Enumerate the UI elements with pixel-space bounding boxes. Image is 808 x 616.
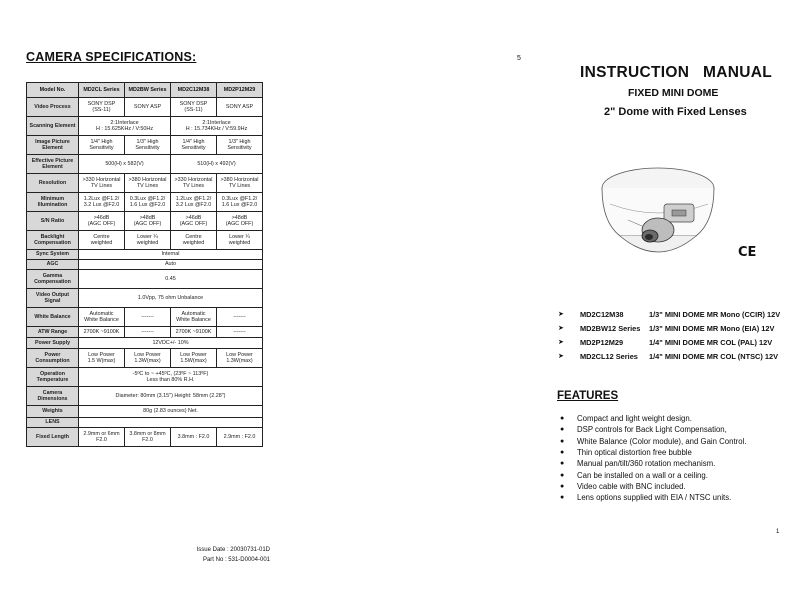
table-cell: ------- [125, 308, 171, 327]
model-description: 1/4" MINI DOME MR COL (NTSC) 12V [649, 351, 779, 361]
row-label: Resolution [27, 174, 79, 193]
features-list [560, 413, 800, 503]
table-cell: 2700K ~9100K [79, 327, 125, 338]
part-number: Part No : 531-D0004-001 [202, 556, 270, 563]
product-type: FIXED MINI DOME [628, 87, 719, 99]
list-item [560, 492, 800, 503]
list-item [558, 307, 798, 321]
bullet-icon: ● [560, 426, 565, 434]
table-row [27, 193, 263, 212]
table-cell: 500(H) x 582(V) [79, 155, 171, 174]
arrow-bullet-icon: ➤ [558, 339, 564, 346]
feature-text: Lens options supplied with EIA / NTSC units. [577, 493, 732, 503]
table-cell: 2700K ~9100K [171, 327, 217, 338]
table-cell: 510(H) x 492(V) [171, 155, 263, 174]
table-row [27, 289, 263, 308]
row-label: AGC [27, 260, 79, 270]
table-cell: Low Power 1.5W(max) [171, 349, 217, 368]
table-row [27, 338, 263, 349]
feature-text: Can be installed on a wall or a ceiling. [577, 470, 708, 480]
table-row [27, 231, 263, 250]
row-label: White Balance [27, 308, 79, 327]
table-header-model: MD2BW Series [125, 83, 171, 98]
arrow-bullet-icon: ➤ [558, 311, 564, 318]
arrow-bullet-icon: ➤ [558, 353, 564, 360]
table-row [27, 387, 263, 406]
table-cell: Lower ¼ weighted [125, 231, 171, 250]
table-cell: 80g (2.83 ounces) Net. [79, 406, 263, 418]
table-row [27, 250, 263, 260]
table-cell: 12VDC+/- 10% [79, 338, 263, 349]
list-item [560, 469, 800, 480]
table-cell: >46dB (AGC OFF) [79, 212, 125, 231]
table-cell: >380 Horizontal TV Lines [125, 174, 171, 193]
list-item [560, 424, 800, 435]
row-label: Image Picture Element [27, 136, 79, 155]
table-cell: 1/3" High Sensitivity [217, 136, 263, 155]
ce-mark: CE [738, 245, 757, 260]
row-label: S/N Ratio [27, 212, 79, 231]
model-description: 1/4" MINI DOME MR COL (PAL) 12V [649, 337, 773, 347]
table-cell: 1/4" High Sensitivity [171, 136, 217, 155]
table-cell: 0.3Lux @F1.2/ 1.6 Lux @F2.0 [217, 193, 263, 212]
row-label: LENS [27, 418, 79, 428]
table-cell: Centre weighted [171, 231, 217, 250]
table-row [27, 212, 263, 231]
table-cell: ------- [125, 327, 171, 338]
bullet-icon: ● [560, 460, 565, 468]
table-cell: 3.8mm : F2.0 [171, 428, 217, 447]
row-label: Scanning Element [27, 117, 79, 136]
table-row [27, 349, 263, 368]
table-cell: >330 Horizontal TV Lines [171, 174, 217, 193]
model-code: MD2C12M38 [580, 309, 624, 319]
table-cell: >48dB (AGC OFF) [125, 212, 171, 231]
model-description: 1/3" MINI DOME MR Mono (CCIR) 12V [649, 309, 781, 319]
table-cell: Low Power 1.3W(max) [125, 349, 171, 368]
feature-text: Video cable with BNC included. [577, 481, 686, 491]
table-cell: SONY DSP (SS-11) [171, 98, 217, 117]
table-header-model: MD2C12M38 [171, 83, 217, 98]
table-cell: Auto [79, 260, 263, 270]
table-cell: >380 Horizontal TV Lines [217, 174, 263, 193]
list-item [558, 321, 798, 335]
table-cell: Diameter: 80mm (3.15") Height: 58mm (2.28") [79, 387, 263, 406]
row-label: Fixed Length [27, 428, 79, 447]
table-cell: >46dB (AGC OFF) [171, 212, 217, 231]
feature-text: Compact and light weight design. [577, 414, 692, 424]
bullet-icon: ● [560, 482, 565, 490]
table-header-model: MD2P12M29 [217, 83, 263, 98]
list-item [560, 413, 800, 424]
row-label: Weights [27, 406, 79, 418]
row-label: Gamma Compensation [27, 270, 79, 289]
table-row [27, 406, 263, 418]
bullet-icon: ● [560, 415, 565, 423]
table-cell: Low Power 1.3W(max) [217, 349, 263, 368]
model-code: MD2BW12 Series [580, 323, 641, 333]
product-subtitle: 2" Dome with Fixed Lenses [604, 106, 747, 118]
table-cell: 1/3" High Sensitivity [125, 136, 171, 155]
row-label: Effective Picture Element [27, 155, 79, 174]
feature-text: DSP controls for Back Light Compensation, [577, 425, 727, 435]
table-header-model-no: Model No. [27, 83, 79, 98]
table-cell: Internal [79, 250, 263, 260]
issue-info [178, 546, 270, 565]
list-item [560, 458, 800, 469]
table-row [27, 327, 263, 338]
manual-title: INSTRUCTION MANUAL [580, 64, 772, 81]
table-cell: -5ºC to ~ +45ºC, (23ºF ~ 113ºF) Less than 80% R.H. [79, 368, 263, 387]
table-row [27, 418, 263, 428]
table-cell: >48dB (AGC OFF) [217, 212, 263, 231]
list-item [560, 447, 800, 458]
table-cell: 1/4" High Sensitivity [79, 136, 125, 155]
table-cell: 3.8mm or 8mm F2.0 [125, 428, 171, 447]
features-heading: FEATURES [557, 390, 619, 402]
page-number-top: 5 [517, 55, 521, 62]
table-cell: Lower ¼ weighted [217, 231, 263, 250]
list-item [560, 436, 800, 447]
row-label: Camera Dimensions [27, 387, 79, 406]
table-cell: 2.9mm : F2.0 [217, 428, 263, 447]
table-cell: SONY DSP (SS-11) [79, 98, 125, 117]
table-cell: 0.3Lux @F1.2/ 1.6 Lux @F2.0 [125, 193, 171, 212]
table-cell: 1.2Lux @F1.2/ 3.2 Lux @F2.0 [171, 193, 217, 212]
bullet-icon: ● [560, 471, 565, 479]
row-label: Video Process [27, 98, 79, 117]
specifications-table [26, 82, 263, 447]
table-cell: 2:1Interlace H : 15.625KHz / V:50Hz [79, 117, 171, 136]
table-cell: ------- [217, 327, 263, 338]
row-label: Backlight Compensation [27, 231, 79, 250]
table-row [27, 368, 263, 387]
row-label: Power Supply [27, 338, 79, 349]
model-code: MD2P12M29 [580, 337, 624, 347]
table-cell: Automatic White Balance [79, 308, 125, 327]
table-cell: >330 Horizontal TV Lines [79, 174, 125, 193]
table-cell: ------- [217, 308, 263, 327]
table-cell: Automatic White Balance [171, 308, 217, 327]
table-row [27, 270, 263, 289]
arrow-bullet-icon: ➤ [558, 325, 564, 332]
table-row [27, 117, 263, 136]
specifications-heading: CAMERA SPECIFICATIONS: [26, 50, 197, 64]
table-row [27, 308, 263, 327]
model-list [558, 307, 798, 363]
table-cell: Centre weighted [79, 231, 125, 250]
row-label: Power Consumption [27, 349, 79, 368]
row-label: ATW Range [27, 327, 79, 338]
table-cell: SONY ASP [125, 98, 171, 117]
bullet-icon: ● [560, 437, 565, 445]
table-cell [79, 418, 263, 428]
bullet-icon: ● [560, 449, 565, 457]
table-row [27, 260, 263, 270]
table-cell: 0.45 [79, 270, 263, 289]
list-item [558, 349, 798, 363]
issue-date: Issue Date : 20030731-01D [196, 547, 270, 553]
table-cell: 1.0Vpp, 75 ohm Unbalance [79, 289, 263, 308]
table-row [27, 98, 263, 117]
table-row [27, 174, 263, 193]
table-cell: Low Power 1.5 W(max) [79, 349, 125, 368]
table-row [27, 155, 263, 174]
bullet-icon: ● [560, 494, 565, 502]
feature-text: Thin optical distortion free bubble [577, 448, 692, 458]
table-header-model: MD2CL Series [79, 83, 125, 98]
list-item [560, 481, 800, 492]
table-cell: 2.9mm or 6mm F2.0 [79, 428, 125, 447]
table-cell: 2:1Interlace H : 15.734KHz / V:59.9Hz [171, 117, 263, 136]
table-cell: 1.2Lux @F1.2/ 3.2 Lux @F2.0 [79, 193, 125, 212]
row-label: Sync System [27, 250, 79, 260]
model-description: 1/3" MINI DOME MR Mono (EIA) 12V [649, 323, 775, 333]
table-cell: SONY ASP [217, 98, 263, 117]
model-code: MD2CL12 Series [580, 351, 638, 361]
list-item [558, 335, 798, 349]
row-label: Operation Temperature [27, 368, 79, 387]
table-row [27, 428, 263, 447]
table-row [27, 136, 263, 155]
row-label: Video Output Signal [27, 289, 79, 308]
dome-camera-illustration [598, 160, 720, 270]
page-number-bottom: 1 [776, 529, 780, 535]
feature-text: White Balance (Color module), and Gain Control. [577, 436, 747, 446]
row-label: Minimum Illumination [27, 193, 79, 212]
feature-text: Manual pan/tilt/360 rotation mechanism. [577, 459, 716, 469]
